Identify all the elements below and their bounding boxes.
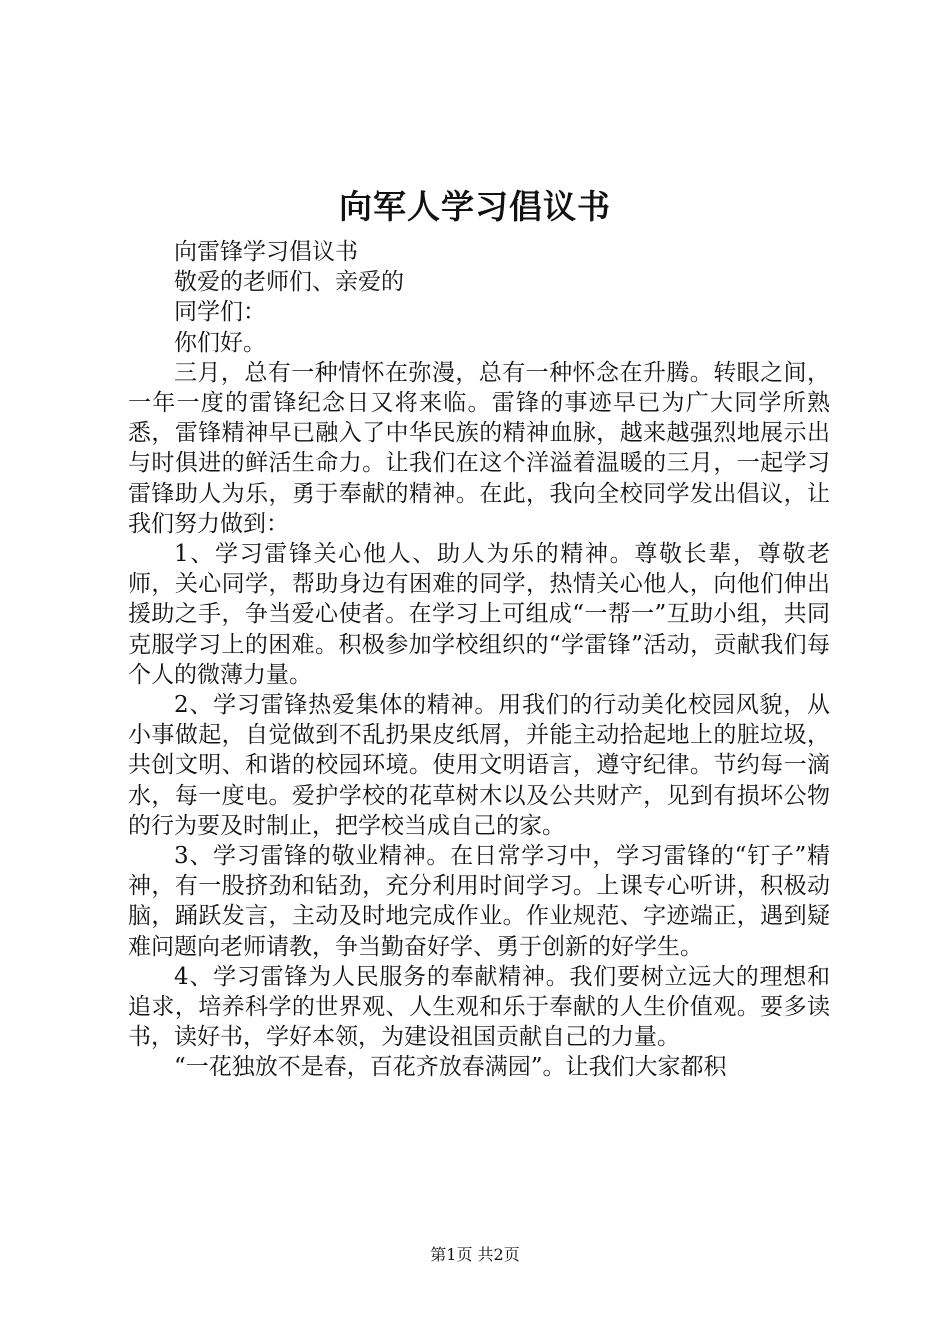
document-title: 向军人学习倡议书 <box>339 187 611 226</box>
paragraph-item-1: 1、学习雷锋关心他人、助人为乐的精神。尊敬长辈，尊敬老师，关心同学，帮助身边有困难的同学，热情关心他人，向他们伸出援助之手，争当爱心使者。在学习上可组成“一帮一”互助小组，共同克服学习上的困难。积极参加学校组织的“学雷锋”活动，贡献我们每个人的微薄力量。 <box>128 541 830 688</box>
document-body <box>128 237 830 1083</box>
page-number: 第1页 共2页 <box>430 1245 520 1264</box>
paragraph-heading: 向雷锋学习倡议书 <box>174 239 358 265</box>
paragraph-item-3: 3、学习雷锋的敬业精神。在日常学习中，学习雷锋的“钉子”精神，有一股挤劲和钻劲，充分利用时间学习。上课专心听讲，积极动脑，踊跃发言，主动及时地完成作业。作业规范、字迹端正，遇到疑难问题向老师请教，争当勤奋好学、勇于创新的好学生。 <box>128 843 830 960</box>
paragraph-salutation-2: 同学们： <box>174 299 266 326</box>
paragraph-greeting: 你们好。 <box>174 329 266 356</box>
paragraph-item-4: 4、学习雷锋为人民服务的奉献精神。我们要树立远大的理想和追求，培养科学的世界观、人生观和乐于奉献的人生价值观。要多读书，读好书，学好本领，为建设祖国贡献自己的力量。 <box>128 963 830 1051</box>
paragraph-salutation-1: 敬爱的老师们、亲爱的 <box>174 269 404 296</box>
paragraph-closing: “一花独放不是春，百花齐放春满园”。让我们大家都积 <box>174 1054 727 1081</box>
paragraph-item-2: 2、学习雷锋热爱集体的精神。用我们的行动美化校园风貌，从小事做起，自觉做到不乱扔果皮纸屑，并能主动拾起地上的脏垃圾，共创文明、和谐的校园环境。使用文明语言，遵守纪律。节约每一滴水，每一度电。爱护学校的花草树木以及公共财产，见到有损坏公物的行为要及时制止，把学校当成自己的家。 <box>128 692 830 839</box>
paragraph-intro: 三月，总有一种情怀在弥漫，总有一种怀念在升腾。转眼之间，一年一度的雷锋纪念日又将来临。雷锋的事迹早已为广大同学所熟悉，雷锋精神早已融入了中华民族的精神血脉，越来越强烈地展示出与时俱进的鲜活生命力。让我们在这个洋溢着温暖的三月，一起学习雷锋助人为乐，勇于奉献的精神。在此，我向全校同学发出倡议，让我们努力做到： <box>128 359 830 537</box>
